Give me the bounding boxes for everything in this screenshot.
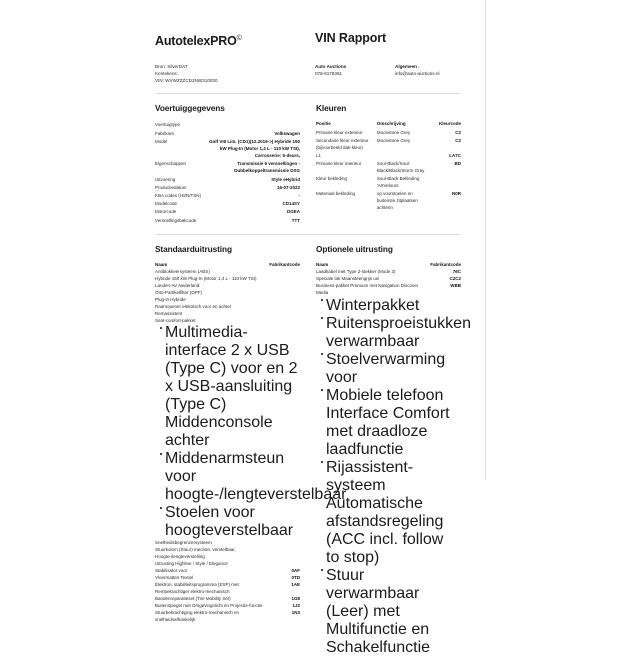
vin-label: VIN: WVWZZZCD2NW310030 bbox=[155, 78, 218, 84]
cell-omschrijving: Soul-Black Bekleding 'ArtVelours bbox=[376, 176, 420, 189]
row-label: Fabrikant bbox=[155, 130, 174, 136]
column-header-fabrikantcode: Fabrikantcode bbox=[269, 261, 300, 267]
item-name: Buitenspiegel met Omgevingslicht en Projectie-functie bbox=[155, 603, 263, 609]
cell-omschrijving: Soul-Black/Soul-Black/Black/Storm Gray bbox=[376, 161, 425, 174]
item-name: Business-pakket Premium met Navigation Discover Media bbox=[316, 282, 419, 295]
list-item bbox=[155, 297, 300, 304]
list-item bbox=[155, 603, 300, 610]
item-name: Remassistent bbox=[155, 310, 183, 316]
cell-omschrijving: op voorstoelen en buitenste zitplaatsen achterin bbox=[376, 191, 418, 210]
brand-title bbox=[155, 35, 242, 49]
cell-positie: L1 bbox=[316, 153, 322, 159]
sub-list-item: Winterpakket bbox=[321, 297, 461, 315]
cell-kleurcode: C2 bbox=[455, 130, 461, 136]
cell-omschrijving: Moonstone Grey bbox=[376, 138, 411, 144]
row-label: Modelcode bbox=[155, 201, 178, 207]
item-name: Seat-comfort-pakket bbox=[155, 317, 196, 323]
row-label: Voertuigtype bbox=[155, 122, 181, 128]
row-value: DGEA bbox=[286, 209, 300, 215]
sub-list-item: Stoelverwarming voor bbox=[321, 351, 461, 387]
row-value: Style eHybrid bbox=[271, 176, 300, 182]
list-item bbox=[155, 311, 300, 318]
list-item bbox=[155, 547, 300, 561]
brand-column bbox=[155, 32, 315, 84]
cell-kleurcode: C2 bbox=[455, 138, 461, 144]
section-row-one bbox=[155, 94, 461, 224]
sub-equipment-list bbox=[316, 296, 471, 657]
table-row bbox=[316, 191, 461, 213]
row-label: Uitvoering bbox=[155, 176, 176, 182]
item-code: 1G8 bbox=[291, 596, 300, 602]
row-label: KBA codes (HSN/TSN) bbox=[155, 193, 202, 199]
colors-table bbox=[316, 121, 461, 213]
sub-list-item: Middenarmsteun voor hoogte-/lengteverstelbaar bbox=[160, 450, 300, 504]
contact-auto-auctions bbox=[315, 63, 381, 77]
report-content bbox=[155, 0, 471, 657]
list-item bbox=[316, 269, 461, 276]
cell-kleurcode: N0R bbox=[451, 191, 461, 197]
contact-phone[interactable]: 078-6176361 bbox=[315, 70, 343, 76]
item-name: Antiblokkeersysteem (ABS) bbox=[155, 268, 210, 274]
optional-equipment-title: Optionele uitrusting bbox=[316, 243, 393, 254]
sub-list-item: Multimedia-interface 2 x USB (Type C) voor en 2 x USB-aansluiting (Type C) Middenconsole achter bbox=[160, 324, 300, 450]
list-item bbox=[316, 276, 461, 283]
list-item bbox=[155, 276, 300, 283]
cell-positie: Materiaal bekleding bbox=[316, 191, 356, 197]
list-item bbox=[155, 318, 300, 325]
standard-equipment-title: Standaarduitrusting bbox=[155, 243, 232, 254]
row-label: Eigenschappen bbox=[155, 161, 187, 167]
vehicle-data-list bbox=[155, 121, 300, 223]
report-header bbox=[155, 0, 461, 84]
item-name: Stuurkolom (Stuur) mechan. verstelbaar, Hoogte-/lengteverstelling bbox=[155, 547, 236, 560]
item-name: Stabilisator voor bbox=[155, 568, 188, 574]
item-name: Bandenreparatieset (Tire Mobility Set) bbox=[155, 596, 231, 602]
row-value: Golf VIII Lim. (CD1)(12.2019->) Hybride 150 kW Plug-In (Motor 1,4 L - 110 kW TSI), Carrosserie: 5-deurs, bbox=[209, 138, 300, 159]
report-column bbox=[315, 32, 461, 77]
contact-name: Algemeen . bbox=[395, 63, 420, 69]
vehicle-data-row bbox=[155, 217, 300, 224]
optional-equipment-header bbox=[316, 262, 461, 269]
contact-row bbox=[315, 63, 461, 77]
cell-positie: Primaire kleur exterieur bbox=[316, 130, 363, 136]
item-name: Laadkabel met Type 2-stekker (Mode 3) bbox=[316, 268, 396, 274]
vehicle-data-row bbox=[155, 208, 300, 215]
item-code: 0AF bbox=[291, 568, 300, 574]
table-row bbox=[316, 138, 461, 153]
item-code: 1AE bbox=[291, 582, 300, 588]
vehicle-data-row bbox=[155, 138, 300, 160]
list-item bbox=[155, 540, 300, 547]
item-code: 1J2 bbox=[292, 603, 300, 609]
row-value: CD14SY bbox=[282, 201, 300, 207]
list-item bbox=[316, 283, 461, 297]
table-row bbox=[316, 161, 461, 176]
item-code: 1N3 bbox=[291, 610, 300, 616]
item-name: Snelheidsbegrenzersysteem bbox=[155, 540, 212, 546]
page-title: VIN Rapport bbox=[315, 31, 387, 45]
contact-algemeen bbox=[395, 63, 461, 77]
vehicle-data-row bbox=[155, 176, 300, 183]
list-item bbox=[155, 561, 300, 568]
table-row bbox=[316, 176, 461, 191]
item-name: Vloermatten Textiel bbox=[155, 575, 194, 581]
list-item bbox=[155, 290, 300, 297]
row-value: Volkswagen bbox=[274, 130, 300, 136]
row-label: Motorcode bbox=[155, 209, 177, 215]
row-label: Productiedatum bbox=[155, 184, 187, 190]
vehicle-data-section bbox=[155, 94, 300, 224]
sub-list-item: Mobiele telefoon Interface Comfort met draadloze laadfunctie bbox=[321, 387, 461, 459]
item-code: C2C2 bbox=[449, 275, 461, 281]
table-row bbox=[316, 153, 461, 161]
standard-equipment-section bbox=[155, 235, 347, 657]
column-header-naam: Naam bbox=[316, 261, 329, 267]
brand-title-text: AutotelexPRO bbox=[155, 34, 237, 48]
colors-title: Kleuren bbox=[316, 103, 347, 114]
cell-omschrijving bbox=[377, 153, 432, 161]
vehicle-data-row bbox=[155, 160, 300, 174]
row-value: - bbox=[298, 193, 300, 199]
cell-kleurcode: LA7C bbox=[449, 153, 461, 159]
item-name: Speciale lak Maansteengrijs uni bbox=[316, 275, 380, 281]
standard-equipment-list bbox=[155, 268, 347, 624]
cell-positie: Primaire kleur interieur bbox=[316, 161, 362, 167]
column-header-naam: Naam bbox=[155, 261, 168, 267]
column-header-kleurcode: Kleurcode bbox=[438, 121, 461, 127]
source-label: Bron: SilverDAT bbox=[155, 64, 188, 69]
copyright-icon: © bbox=[236, 34, 242, 42]
cell-kleurcode: BD bbox=[454, 161, 461, 167]
list-item bbox=[155, 575, 300, 582]
item-name: Plug-in Hybride bbox=[155, 296, 186, 302]
column-header-omschrijving: Omschrijving bbox=[376, 121, 406, 127]
sub-equipment-list bbox=[155, 324, 347, 540]
row-label: Versnellingsbakcode bbox=[155, 217, 197, 223]
item-name: Landen-AV Nederland bbox=[155, 282, 200, 288]
item-name: Elektron. stabiliteitsprogramma (ESP) met Rembekrachtiger elektro-mechanisch bbox=[155, 582, 239, 595]
sub-list-item: Stuur verwarmbaar (Leer) met Multifunctie en Schakelfunctie bbox=[321, 567, 461, 657]
vehicle-data-row bbox=[155, 200, 300, 207]
vehicle-data-row bbox=[155, 121, 300, 128]
vehicle-data-row bbox=[155, 192, 300, 199]
column-header-fabrikantcode: Fabrikantcode bbox=[430, 261, 461, 267]
cell-positie: Kleur bekleding bbox=[316, 176, 348, 182]
row-label: Model bbox=[155, 138, 168, 144]
sub-list-item: Rijassistent-systeem Automatische afstandsregeling (ACC incl. follow to stop) bbox=[321, 459, 461, 567]
table-row bbox=[316, 130, 461, 138]
standard-equipment-header bbox=[155, 262, 300, 269]
list-item bbox=[155, 568, 300, 575]
plate-label: Kentekens: bbox=[155, 71, 178, 77]
column-header-positie: Positie bbox=[316, 121, 331, 127]
vehicle-data-row bbox=[155, 130, 300, 137]
item-name: Stuurbekrachtiging elektro-mechanisch en snelheidsafhankelijk bbox=[155, 610, 240, 623]
item-name: Hybride 150 kW Plug-In (Motor 1,4 L - 110 kW TSI) bbox=[155, 275, 257, 281]
item-name: Uitrusting Highline / Style / Elegance bbox=[155, 561, 228, 567]
colors-section bbox=[316, 94, 461, 224]
optional-equipment-list bbox=[316, 268, 471, 657]
vehicle-data-title: Voertuiggegevens bbox=[155, 103, 225, 114]
section-row-two bbox=[155, 235, 471, 657]
list-item bbox=[155, 269, 300, 276]
row-value: 16-07-2022 bbox=[276, 184, 300, 190]
sub-list-item: Stoelen voor hoogteverstelbaar bbox=[160, 504, 300, 540]
item-code: 76C bbox=[452, 268, 461, 274]
vehicle-data-row bbox=[155, 184, 300, 191]
item-name: Raamopener elektrisch voor en achter bbox=[155, 303, 232, 309]
optional-equipment-section bbox=[316, 235, 471, 657]
cell-omschrijving: Moonstone Grey bbox=[376, 130, 411, 136]
row-value: TTT bbox=[291, 217, 300, 223]
contact-name: Auto Auctions bbox=[315, 63, 347, 69]
contact-email[interactable]: info@auto-auctions.nl bbox=[395, 70, 440, 76]
sub-list-item: Ruitensproeistukken verwarmbaar bbox=[321, 315, 461, 351]
colors-header-row bbox=[316, 121, 461, 130]
cell-kleurcode bbox=[432, 176, 461, 191]
cell-positie: Secundaire kleur exterieur (bijvoorbeeld dak-kleur) bbox=[316, 138, 369, 151]
list-item bbox=[155, 610, 300, 624]
item-name: Otto-Partikelfilter (OPF) bbox=[155, 289, 203, 295]
row-value: Transmissie 6 versnellingen - Dubbelkoppeltransmissie DSG bbox=[234, 161, 300, 174]
item-code: 0TD bbox=[291, 575, 300, 581]
vehicle-meta bbox=[155, 63, 315, 84]
list-item bbox=[155, 582, 300, 596]
item-code: WBB bbox=[450, 282, 461, 288]
list-item bbox=[155, 304, 300, 311]
page-background bbox=[486, 0, 640, 480]
list-item bbox=[155, 283, 300, 290]
list-item bbox=[155, 596, 300, 603]
